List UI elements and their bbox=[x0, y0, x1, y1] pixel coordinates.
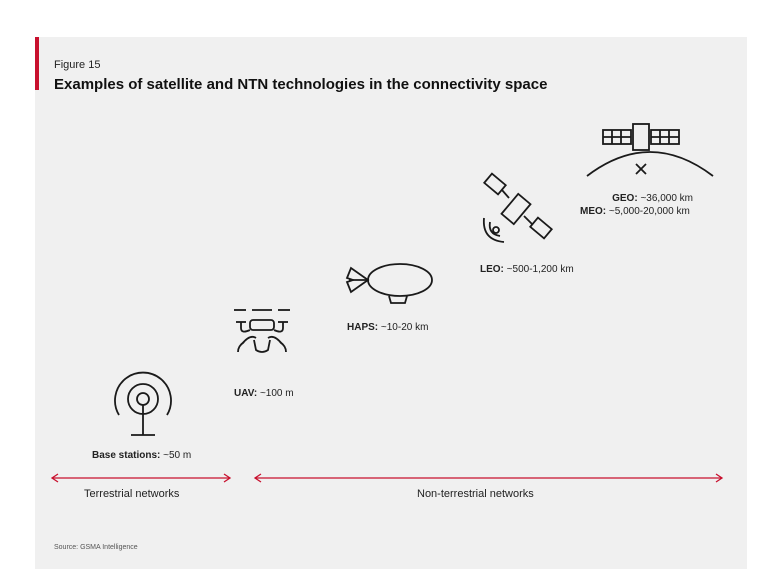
non-terrestrial-networks-label: Non-terrestrial networks bbox=[417, 488, 534, 500]
leo-value: ~500-1,200 km bbox=[506, 264, 574, 275]
haps-value: ~10-20 km bbox=[380, 322, 429, 333]
base-stations-value: ~50 m bbox=[163, 450, 192, 461]
leo-name: LEO: bbox=[480, 264, 504, 275]
base-stations-name: Base stations: bbox=[92, 450, 161, 461]
figure-title: Examples of satellite and NTN technologies in the connectivity space bbox=[54, 76, 548, 93]
meo-value: ~5,000-20,000 km bbox=[608, 206, 690, 217]
geo-name: GEO: bbox=[612, 193, 638, 204]
figure-label: Figure 15 bbox=[54, 59, 101, 71]
uav-value: ~100 m bbox=[259, 388, 294, 399]
geo-value: ~36,000 km bbox=[640, 193, 693, 204]
terrestrial-networks-label: Terrestrial networks bbox=[84, 488, 180, 500]
haps-name: HAPS: bbox=[347, 322, 379, 333]
uav-name: UAV: bbox=[234, 388, 258, 399]
non-terrestrial-arrow bbox=[255, 474, 722, 482]
source-note: Source: GSMA Intelligence bbox=[54, 544, 138, 551]
meo-name: MEO: bbox=[580, 206, 607, 217]
terrestrial-arrow bbox=[52, 474, 230, 482]
